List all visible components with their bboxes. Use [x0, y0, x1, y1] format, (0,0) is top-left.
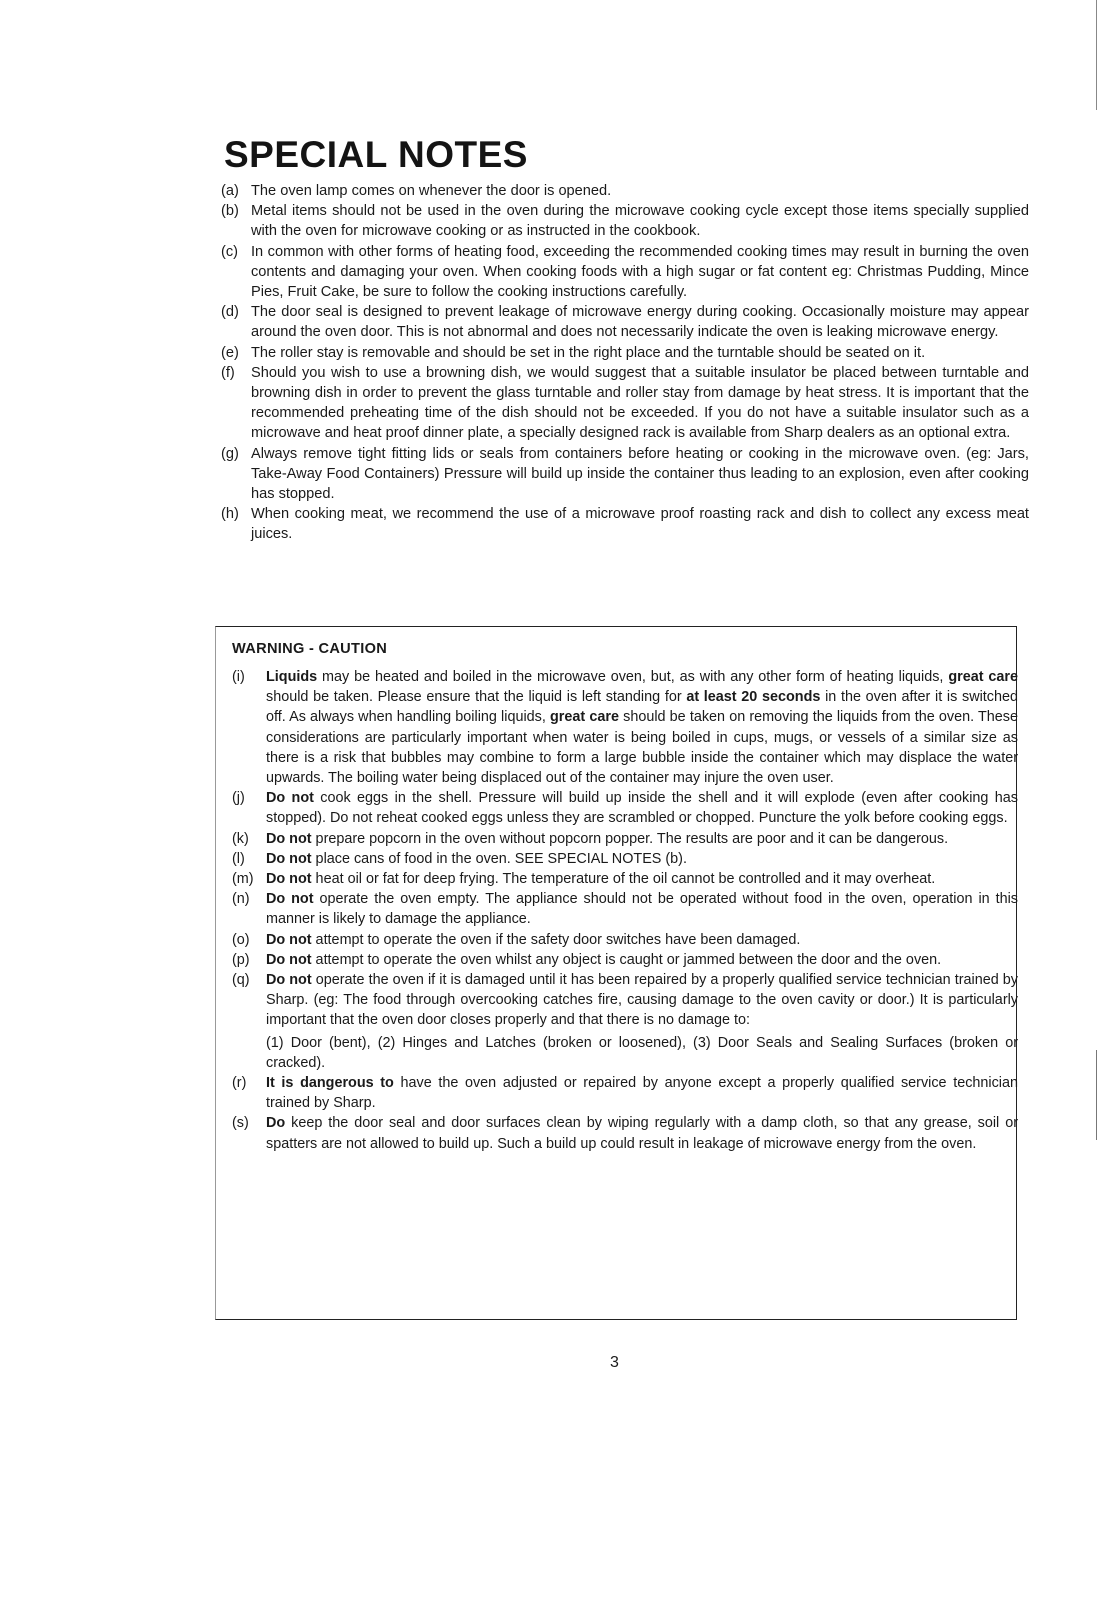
warning-text: [266, 1073, 1018, 1113]
warning-emphasis: Do not: [266, 871, 312, 888]
warning-item: [232, 930, 1018, 950]
note-tag: (e): [221, 344, 239, 361]
note-tag: (c): [221, 243, 239, 260]
note-tag: (b): [221, 203, 239, 220]
warning-tag: (q): [232, 972, 250, 989]
note-text: When cooking meat, we recommend the use of a microwave proof roasting rack and dish to collect any excess meat juices.: [251, 506, 1029, 543]
note-tag: (h): [221, 506, 239, 523]
warning-emphasis: It is dangerous to: [266, 1075, 394, 1092]
warning-emphasis: Do not: [266, 850, 312, 867]
warning-text-part: attempt to operate the oven whilst any object is caught or jammed between the door and the oven.: [311, 951, 942, 968]
note-item: [221, 343, 1029, 363]
warning-list: [232, 667, 1018, 1154]
warning-tag: (n): [232, 891, 250, 908]
warning-text-part: place cans of food in the oven. SEE SPECIAL NOTES (b).: [311, 850, 687, 867]
warning-text: [266, 1113, 1018, 1153]
page-number: 3: [610, 1354, 619, 1371]
warning-tag: (o): [232, 931, 250, 948]
warning-item: [232, 869, 1018, 889]
warning-item: [232, 1113, 1018, 1153]
warning-emphasis: at least 20 seconds: [686, 689, 821, 706]
note-text: Should you wish to use a browning dish, we would suggest that a suitable insulator be placed between turntable and browning dish in order to prevent the glass turntable and roller stay from damage by heat stress. It is important that the recommended preheating time of the dish should not be exceeded. If you do not have a suitable insulator such as a microwave and heat proof dinner plate, a specially designed rack is available from Sharp dealers as an optional extra.: [251, 364, 1029, 442]
note-text: The door seal is designed to prevent leakage of microwave energy during cooking. Occasionally moisture may appear around the oven door. This is not abnormal and does not necessarily indicate the oven is leaking microwave energy.: [251, 304, 1029, 341]
warning-title: WARNING - CAUTION: [232, 641, 388, 657]
warning-emphasis: Do not: [266, 830, 312, 847]
warning-text-part: should be taken on removing the liquids from the oven. These considerations are particularly important when water is being boiled in cups, mugs, or vessels of a similar size as there is a risk that bubbles may combine to form a large bubble inside the container which may displace the water upwards. The boiling water being displaced out of the container may injure the oven user.: [266, 709, 1018, 787]
scan-edge-mark: [1096, 1050, 1097, 1140]
warning-emphasis: Do not: [266, 891, 314, 908]
warning-emphasis: Do not: [266, 972, 312, 989]
note-text: The oven lamp comes on whenever the door is opened.: [251, 183, 612, 199]
warning-text: [266, 970, 1018, 1073]
warning-text-part: keep the door seal and door surfaces clean by wiping regularly with a damp cloth, so that any grease, soil or spatters are not allowed to build up. Such a build up could result in leakage of microwave energy from the oven.: [266, 1115, 1018, 1152]
warning-text-part: prepare popcorn in the oven without popcorn popper. The results are poor and it can be dangerous.: [311, 830, 949, 847]
warning-tag: (r): [232, 1075, 247, 1092]
note-tag: (d): [221, 304, 239, 321]
warning-item: [232, 849, 1018, 869]
warning-emphasis: Do not: [266, 931, 312, 948]
warning-item: [232, 1073, 1018, 1113]
warning-text: [266, 849, 1018, 869]
note-item: [221, 504, 1029, 544]
note-item: [221, 201, 1029, 241]
warning-text: [266, 788, 1018, 828]
warning-caution-box: [215, 626, 1017, 1320]
warning-tag: (l): [232, 850, 245, 867]
warning-item: [232, 788, 1018, 828]
warning-text: [266, 889, 1018, 929]
warning-text-part: attempt to operate the oven if the safety door switches have been damaged.: [311, 931, 801, 948]
warning-tag: (k): [232, 830, 249, 847]
warning-text-part: operate the oven if it is damaged until it has been repaired by a properly qualified service technician trained by Sharp. (eg: The food through overcooking catches fire, causing damage to the oven cavity or door.) It is particularly important that the oven door closes properly and that there is no damage to:: [266, 972, 1018, 1029]
note-item: [221, 181, 1029, 201]
note-tag: (f): [221, 364, 235, 381]
note-item: [221, 444, 1029, 505]
warning-tag: (s): [232, 1115, 249, 1132]
warning-text-part: have the oven adjusted or repaired by anyone except a properly qualified service technician trained by Sharp.: [266, 1075, 1018, 1112]
warning-text-part: should be taken. Please ensure that the liquid is left standing for: [266, 689, 687, 706]
scan-edge-mark: [1096, 0, 1097, 110]
note-text: Always remove tight fitting lids or seals from containers before heating or cooking in the microwave oven. (eg: Jars, Take-Away Food Containers) Pressure will build up inside the container thus leading to an explosion, even after cooking has stopped.: [251, 445, 1029, 503]
note-text: Metal items should not be used in the oven during the microwave cooking cycle except those items specially supplied with the oven for microwave cooking or as instructed in the cookbook.: [251, 203, 1029, 240]
note-tag: (g): [221, 445, 239, 462]
page-title: SPECIAL NOTES: [224, 134, 528, 175]
warning-text-part: may be heated and boiled in the microwave oven, but, as with any other form of heating liquids,: [317, 669, 949, 685]
warning-emphasis: Do not: [266, 790, 314, 807]
note-item: [221, 363, 1029, 444]
warning-tag: (p): [232, 951, 250, 968]
warning-emphasis: great care: [550, 709, 619, 726]
warning-text-part: cook eggs in the shell. Pressure will build up inside the shell and it will explode (even after cooking has stopped). Do not reheat cooked eggs unless they are scrambled or chopped. Puncture the yolk before cooking eggs.: [266, 790, 1018, 827]
note-item: [221, 242, 1029, 303]
warning-text: [266, 930, 1018, 950]
warning-tag: (m): [232, 871, 254, 888]
warning-subitem: (1) Door (bent), (2) Hinges and Latches (broken or loosened), (3) Door Seals and Sealing Surfaces (broken or cracked).: [266, 1034, 1018, 1071]
warning-item: [232, 667, 1018, 788]
warning-tag: (i): [232, 669, 245, 685]
warning-emphasis: Do: [266, 1115, 286, 1132]
warning-emphasis: great care: [948, 669, 1018, 685]
warning-text: [266, 667, 1018, 788]
note-text: In common with other forms of heating food, exceeding the recommended cooking times may result in burning the oven contents and damaging your oven. When cooking foods with a high sugar or fat content eg: Christmas Pudding, Mince Pies, Fruit Cake, be sure to follow the cooking instructions carefully.: [251, 243, 1029, 301]
warning-text-part: heat oil or fat for deep frying. The temperature of the oil cannot be controlled and it may overheat.: [311, 871, 936, 888]
warning-emphasis: Do not: [266, 951, 312, 968]
warning-text-part: operate the oven empty. The appliance should not be operated without food in the oven, operation in this manner is likely to damage the appliance.: [266, 891, 1019, 928]
special-notes-list: [221, 181, 1029, 545]
note-text: The roller stay is removable and should be set in the right place and the turntable should be seated on it.: [251, 344, 926, 361]
warning-text-part: in the oven after it is switched off. As always when handling boiling liquids,: [266, 689, 1018, 726]
warning-emphasis: Liquids: [266, 669, 318, 685]
warning-item: [232, 889, 1018, 929]
note-tag: (a): [221, 183, 239, 199]
warning-item: [232, 950, 1018, 970]
warning-tag: (j): [232, 790, 245, 807]
warning-item: [232, 829, 1018, 849]
note-item: [221, 302, 1029, 342]
warning-text: [266, 950, 1018, 970]
warning-text: [266, 869, 1018, 889]
warning-text: [266, 829, 1018, 849]
warning-item: [232, 970, 1018, 1073]
